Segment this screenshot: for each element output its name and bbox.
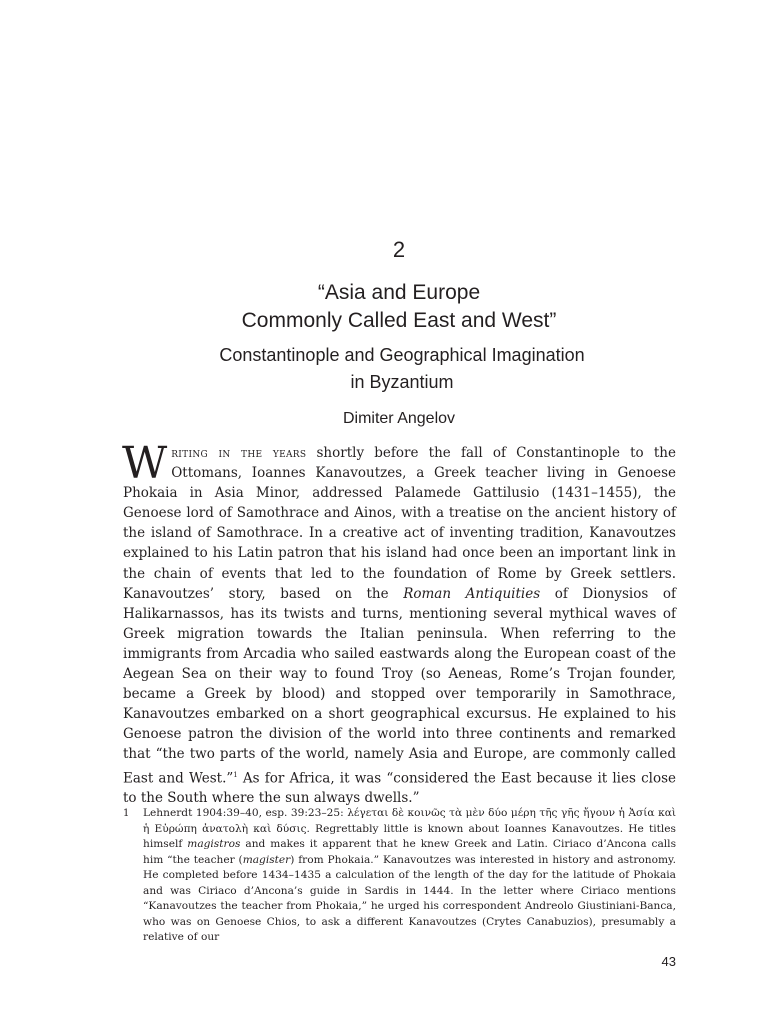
body-text-part-3: As for Africa, it was “considered the East because it lies close to the South where the sun always dwells.”: [123, 770, 676, 807]
chapter-title: [0, 279, 768, 335]
footnote-text-part-2: and makes it apparent that he knew Greek and Latin. Ciriaco d’Ancona calls him “the teacher (: [143, 838, 677, 866]
chapter-subtitle-line-1: Constantinople and Geographical Imagination: [219, 345, 585, 365]
opening-small-caps: riting in the years: [171, 445, 307, 461]
body-text-part-2: of Dionysios of Halikarnassos, has its twists and turns, mentioning several mythical waves of Greek migration towards the Italian peninsula. When referring to the immigrants from Arcadia who sailed eastwards along the European coast of the Aegean Sea on their way to found Troy (so Aeneas, Rome’s Trojan founder, became a Greek by blood) and stopped over temporarily in Samothrace, Kanavoutzes embarked on a short geographical excursus. He explained to his Genoese patron the division of the world into three continents and remarked that “the two parts of the world, namely Asia and Europe, are commonly called East and West.”: [123, 585, 676, 786]
page-number: 43: [661, 954, 676, 969]
body-text-part-1: shortly before the fall of Constantinople to the Ottomans, Ioannes Kanavoutzes, a Greek teacher living in Genoese Phokaia in Asia Minor, addressed Palamede Gattilusio (1431–1455), the Genoese lord of Samothrace and Ainos, with a treatise on the ancient history of the island of Samothrace. In a creative act of inventing tradition, Kanavoutzes explained to his Latin patron that his island had once been an important link in the chain of events that led to the foundation of Rome by Greek settlers. Kanavoutzes’ story, based on the: [123, 445, 676, 602]
opening-paragraph: [122, 438, 676, 808]
footnote: [123, 806, 676, 946]
chapter-title-line-2: Commonly Called East and West”: [241, 309, 557, 332]
footnote-italic-2: magister: [242, 853, 291, 866]
footnote-italic-1: magistros: [187, 838, 241, 850]
footnote-body: [143, 806, 676, 946]
chapter-subtitle-line-2: in Byzantium: [350, 372, 454, 392]
footnote-text-part-1: Lehnerdt 1904:39–40, esp. 39:23–25: λέγεται δὲ κοινῶς τὰ μὲν δύο μέρη τῆς γῆς ἤγουν ἡ Ἀσία καὶ ἡ Εὐρώπη ἀνατολὴ καὶ δύσις. Regrettably little is known about Ioannes Kanavoutzes. He titles himself: [143, 807, 676, 850]
drop-cap: W: [122, 438, 168, 489]
italic-book-title: Roman Antiquities: [403, 585, 541, 602]
footnote-number: 1: [123, 808, 130, 819]
chapter-author: Dimiter Angelov: [342, 410, 456, 427]
footnote-reference[interactable]: 1: [233, 770, 238, 779]
chapter-subtitle: [0, 342, 768, 396]
body-paragraph: [122, 438, 676, 808]
footnote-text-part-3: ) from Phokaia.” Kanavoutzes was interested in history and astronomy. He completed before 1434–1435 a calculation of the length of the day for the latitude of Phokaia and was Ciriaco d’Ancona’s guide in Sardis in 1444. In the letter where Ciriaco mentions “Kanavoutzes the teacher from Phokaia,” he urged his correspondent Andreolo Giustiniani-Banca, who was on Genoese Chios, to ask a different Kanavoutzes (Crytes Canabuzios), presumably a relative of our: [143, 853, 676, 943]
chapter-number: 2: [392, 237, 406, 262]
chapter-title-line-1: “Asia and Europe: [317, 281, 481, 304]
